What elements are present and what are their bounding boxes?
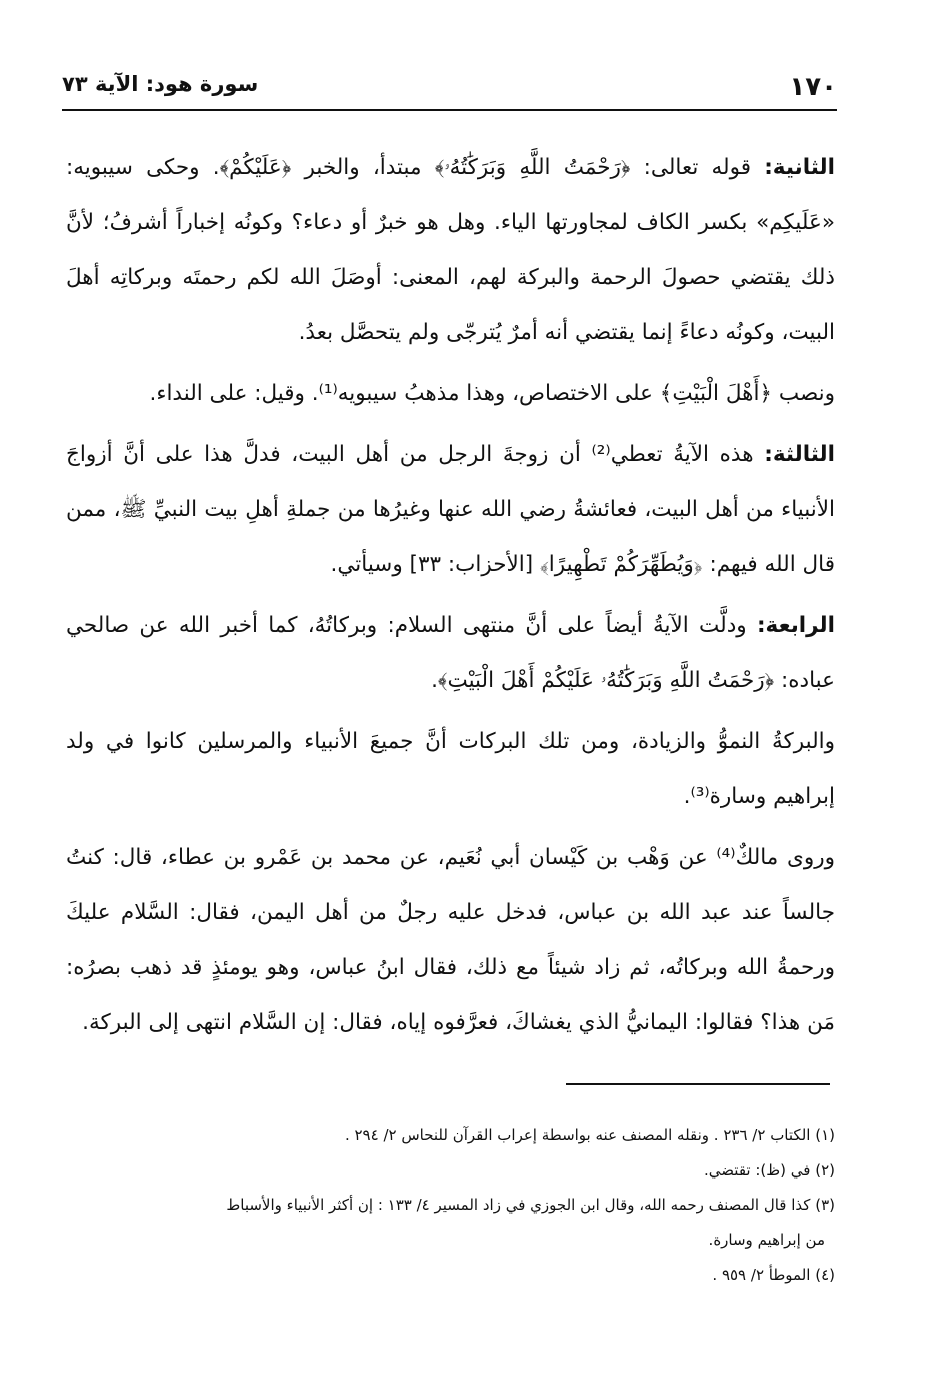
footnote-text: كذا قال المصنف رحمه الله، وقال ابن الجوزي في زاد المسير ٤/ ١٣٣ : إن أكثر الأنبياء والأسباط [226, 1196, 811, 1214]
footnote-rule [566, 1083, 830, 1085]
footnote-number: (٤) [815, 1266, 835, 1284]
footnote-number: (٣) [815, 1196, 835, 1214]
footnote-number: (٢) [815, 1161, 835, 1179]
footnote [62, 1188, 835, 1223]
paragraph-text: هذه الآيةُ تعطي⁽²⁾ أن زوجةَ الرجل من أهل البيت، فدلَّ هذا على أنَّ أزواجَ الأنبياء من أهل البيت، فعائشةُ رضي الله عنها وغيرُها من جملةِ أهلِ بيت النبيِّ ﷺ، ممن قال الله فيهم: ﴿وَيُطَهِّرَكُمْ تَطْهِيرًا﴾ [الأحزاب: ٣٣] وسيأتي. [66, 442, 835, 577]
paragraph-second [66, 140, 835, 360]
paragraph-baraka [66, 714, 835, 824]
footnote-number: (١) [815, 1126, 835, 1144]
page-header [62, 70, 837, 104]
running-title: سورة هود: الآية ٧٣ [62, 72, 259, 96]
paragraph-text: والبركةُ النموُّ والزيادة، ومن تلك البركات أنَّ جميعَ الأنبياء والمرسلين كانوا في ولد إبراهيم وسارة⁽³⁾. [66, 729, 835, 809]
paragraph-third [66, 427, 835, 592]
paragraph-label: الثالثة: [764, 442, 835, 467]
footnote-text: من إبراهيم وسارة. [708, 1231, 825, 1249]
footnote-text: في (ظ): تقتضي. [704, 1161, 811, 1179]
footnote-text: الكتاب ٢/ ٢٣٦ . ونقله المصنف عنه بواسطة إعراب القرآن للنحاس ٢/ ٢٩٤ . [344, 1126, 811, 1144]
footnote [62, 1118, 835, 1153]
paragraph-nasb [66, 366, 835, 421]
footnote-text: الموطأ ٢/ ٩٥٩ . [712, 1266, 811, 1284]
footnote-continuation [62, 1223, 835, 1258]
paragraph-text: قوله تعالى: ﴿رَحْمَتُ اللَّهِ وَبَرَكَٰتُهُۥ﴾ مبتدأ، والخبر ﴿عَلَيْكُمْ﴾. وحكى سيبويه: «عَلَيكِم» بكسر الكاف لمجاورتها الياء. وهل هو خبرٌ أو دعاء؟ وكونُه إخباراً أشرفُ؛ لأنَّ ذلك يقتضي حصولَ الرحمة والبركة لهم، المعنى: أوصَلَ الله لكم رحمتَه وبركاتِه أهلَ البيت، وكونُه دعاءً إنما يقتضي أنه أمرٌ يُترجّى ولم يتحصَّل بعدُ. [66, 155, 835, 345]
footnotes [62, 1118, 835, 1293]
page-number: ١٧٠ [789, 72, 837, 102]
footnote [62, 1153, 835, 1188]
paragraph-malik [66, 830, 835, 1050]
main-text [66, 140, 835, 1056]
footnote [62, 1258, 835, 1293]
paragraph-fourth [66, 598, 835, 708]
paragraph-text: ونصب ﴿أَهْلَ الْبَيْتِ﴾ على الاختصاص، وهذا مذهبُ سيبويه⁽¹⁾. وقيل: على النداء. [149, 381, 835, 406]
header-rule [62, 109, 837, 111]
paragraph-label: الرابعة: [756, 613, 835, 638]
paragraph-text: ودلَّت الآيةُ أيضاً على أنَّ منتهى السلام: وبركاتُهُ، كما أخبر الله عن صالحي عباده: ﴿رَحْمَتُ اللَّهِ وَبَرَكَٰتُهُۥ عَلَيْكُمْ أَهْلَ الْبَيْتِ﴾. [66, 613, 835, 693]
paragraph-text: وروى مالكٌ⁽⁴⁾ عن وَهْب بن كَيْسان أبي نُعَيم، عن محمد بن عَمْرو بن عطاء، قال: كنتُ جالساً عند عبد الله بن عباس، فدخل عليه رجلٌ من أهل اليمن، فقال: السَّلام عليكَ ورحمةُ الله وبركاتُه، ثم زاد شيئاً مع ذلك، فقال ابنُ عباس، وهو يومئذٍ قد ذهب بصرُه: مَن هذا؟ فقالوا: اليمانيُّ الذي يغشاكَ، فعرَّفوه إياه، فقال: إن السَّلام انتهى إلى البركة. [66, 845, 835, 1035]
paragraph-label: الثانية: [764, 155, 835, 180]
